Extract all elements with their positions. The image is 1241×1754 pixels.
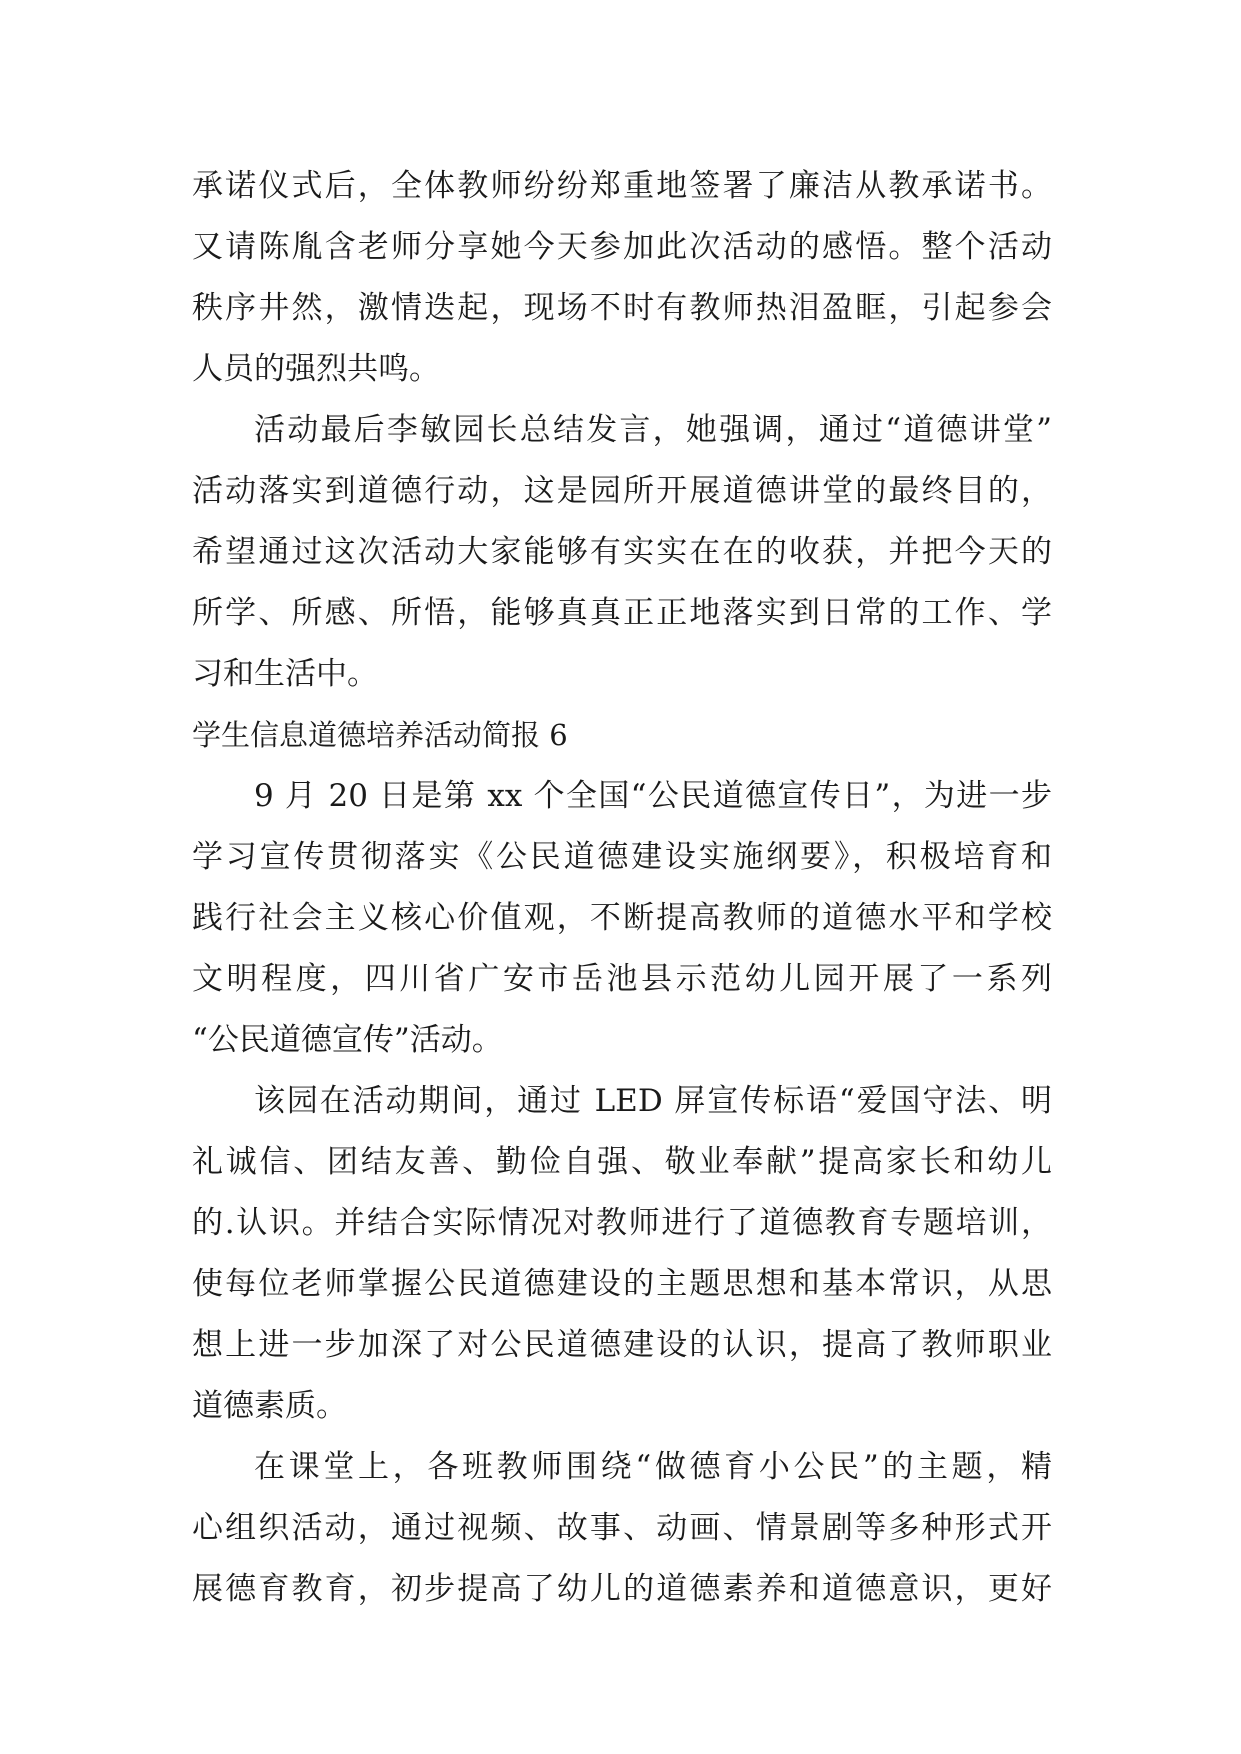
body-text-line: 人员的强烈共鸣。	[192, 351, 440, 387]
paragraph-first-line: 9 月 20 日是第 xx 个全国“公民道德宣传日”，为进一步	[254, 778, 1052, 814]
body-text-line: 践行社会主义核心价值观，不断提高教师的道德水平和学校	[192, 900, 1052, 936]
body-text-line: 又请陈胤含老师分享她今天参加此次活动的感悟。整个活动	[192, 229, 1052, 265]
body-text-line: 希望通过这次活动大家能够有实实在在的收获，并把今天的	[192, 534, 1052, 570]
body-text-line: 活动落实到道德行动，这是园所开展道德讲堂的最终目的，	[192, 473, 1052, 509]
body-text-line: 道德素质。	[192, 1388, 347, 1424]
body-text-line: 的.认识。并结合实际情况对教师进行了道德教育专题培训，	[192, 1205, 1052, 1241]
body-text-line: 想上进一步加深了对公民道德建设的认识，提高了教师职业	[192, 1327, 1052, 1363]
body-text-line: 礼诚信、团结友善、勤俭自强、敬业奉献”提高家长和幼儿	[192, 1144, 1052, 1180]
body-text-line: 使每位老师掌握公民道德建设的主题思想和基本常识，从思	[192, 1266, 1052, 1302]
body-text-line: 展德育教育，初步提高了幼儿的道德素养和道德意识，更好	[192, 1571, 1052, 1607]
body-text-line: 心组织活动，通过视频、故事、动画、情景剧等多种形式开	[192, 1510, 1052, 1546]
document-page	[192, 156, 1052, 1620]
body-text-line: 秩序井然，激情迭起，现场不时有教师热泪盈眶，引起参会	[192, 290, 1052, 326]
paragraph-first-line: 活动最后李敏园长总结发言，她强调，通过“道德讲堂”	[254, 412, 1052, 448]
paragraph-first-line: 在课堂上，各班教师围绕“做德育小公民”的主题，精	[254, 1449, 1052, 1485]
body-text-line: 承诺仪式后，全体教师纷纷郑重地签署了廉洁从教承诺书。	[192, 168, 1052, 204]
paragraph-first-line: 该园在活动期间，通过 LED 屏宣传标语“爱国守法、明	[254, 1083, 1052, 1119]
body-text-line: 学习宣传贯彻落实《公民道德建设实施纲要》，积极培育和	[192, 839, 1052, 875]
body-text-line: “公民道德宣传”活动。	[192, 1022, 503, 1058]
body-text-line: 所学、所感、所悟，能够真真正正地落实到日常的工作、学	[192, 595, 1052, 631]
body-text-line: 文明程度，四川省广安市岳池县示范幼儿园开展了一系列	[192, 961, 1052, 997]
section-heading: 学生信息道德培养活动简报 6	[192, 718, 568, 752]
body-text-line: 习和生活中。	[192, 656, 378, 692]
